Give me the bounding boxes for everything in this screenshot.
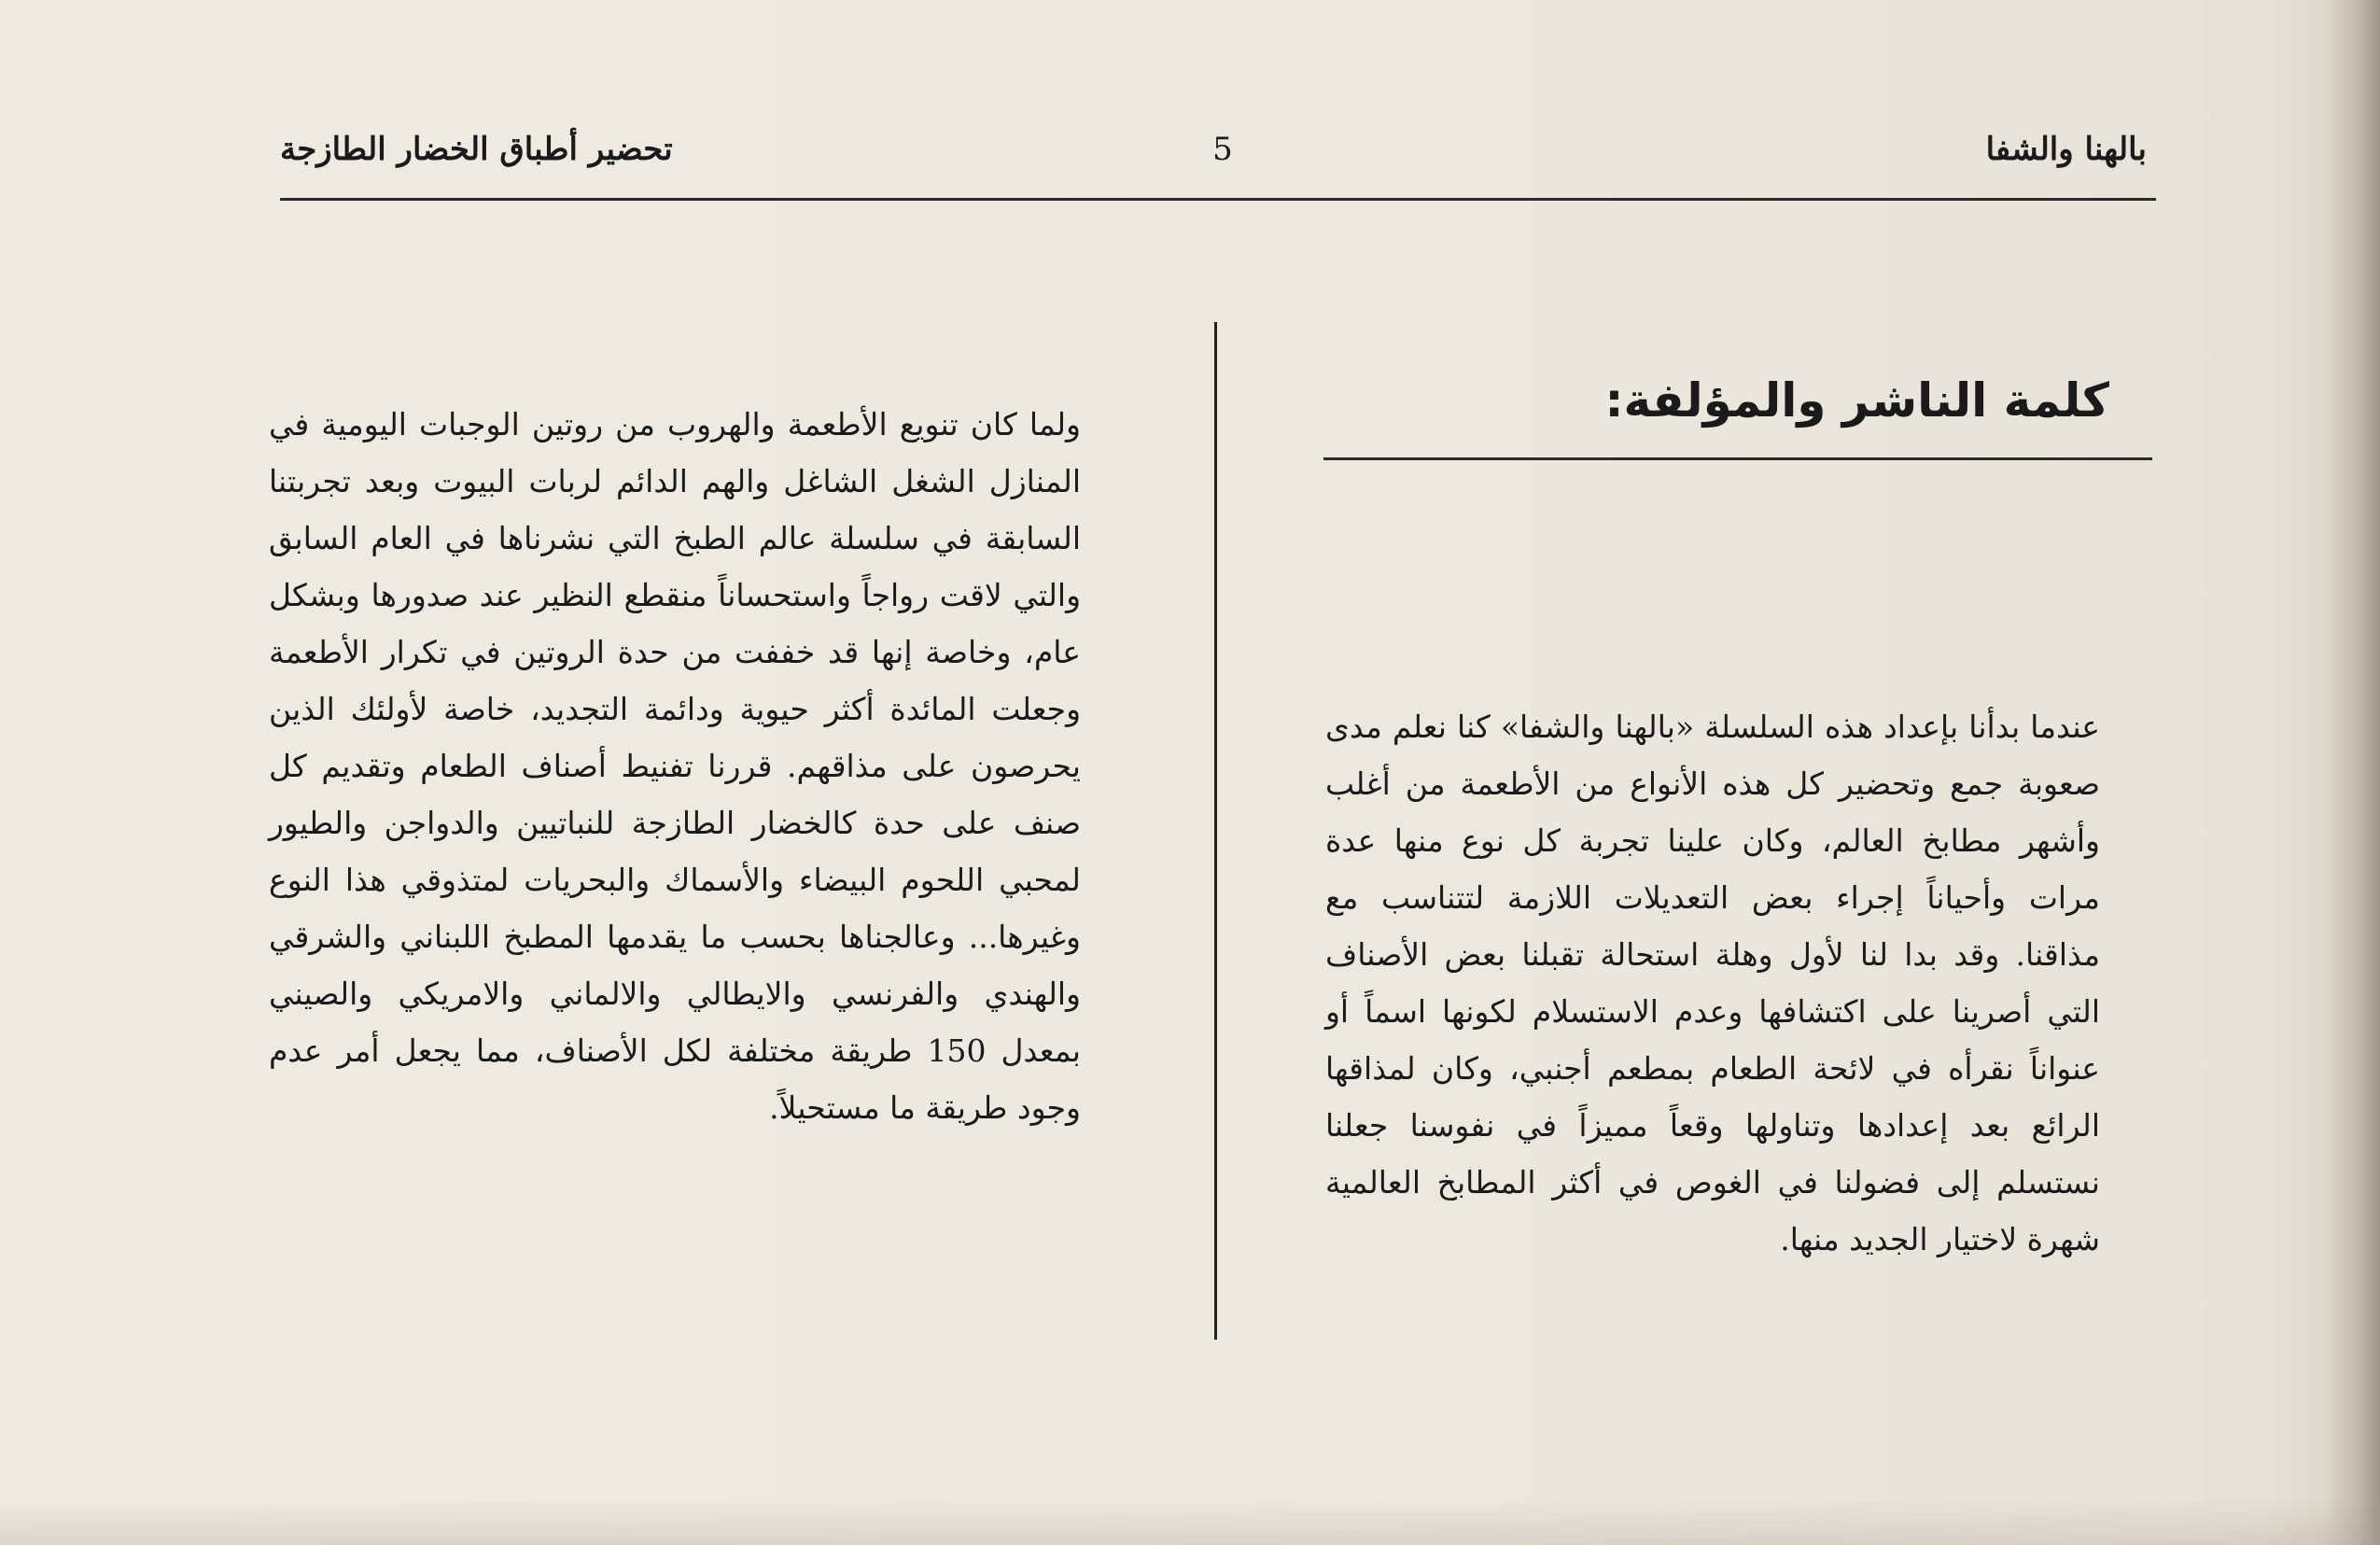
page-bottom-shadow	[0, 1498, 2380, 1545]
page-edge-shadow	[2324, 0, 2380, 1545]
header-rule	[280, 198, 2156, 201]
column-divider	[1214, 322, 1217, 1340]
heading-underline	[1323, 457, 2152, 460]
right-paragraph: عندما بدأنا بإعداد هذه السلسلة «بالهنا والشفا» كنا نعلم مدى صعوبة جمع وتحضير كل هذه الأنواع من الأطعمة من أغلب وأشهر مطابخ العالم، وكان علينا تجربة كل نوع منها عدة مرات وأحياناً إجراء بعض التعديلات اللازمة لتتناسب مع مذاقنا. وقد بدا لنا لأول وهلة استحالة تقبلنا بعض الأصناف التي أصرينا على اكتشافها وعدم الاستسلام لكونها اسماً أو عنواناً نقرأه في لائحة الطعام بمطعم أجنبي، وكان لمذاقها الرائع بعد إعدادها وتناولها وقعاً مميزاً في نفوسنا جعلنا نستسلم إلى فضولنا في الغوص في أكثر المطابخ العالمية شهرة لاختيار الجديد منها.	[1325, 709, 2100, 1257]
section-heading: كلمة الناشر والمؤلفة:	[1604, 373, 2109, 428]
left-column-body	[269, 396, 1081, 1136]
header-right-title: بالهنا والشفا	[1985, 131, 2147, 168]
page-number: 5	[1212, 131, 1233, 168]
left-paragraph: ولما كان تنويع الأطعمة والهروب من روتين الوجبات اليومية في المنازل الشغل الشاغل والهم الدائم لربات البيوت وبعد تجربتنا السابقة في سلسلة عالم الطبخ التي نشرناها في العام السابق والتي لاقت رواجاً واستحساناً منقطع النظير عند صدورها وبشكل عام، وخاصة إنها قد خففت من حدة الروتين في تكرار الأطعمة وجعلت المائدة أكثر حيوية ودائمة التجديد، خاصة لأولئك الذين يحرصون على مذاقهم. قررنا تفنيط أصناف الطعام وتقديم كل صنف على حدة كالخضار الطازجة للنباتيين والدواجن والطيور لمحبي اللحوم البيضاء والأسماك والبحريات لمتذوقي هذا النوع وغيرها... وعالجناها بحسب ما يقدمها المطبخ اللبناني والشرقي والهندي والفرنسي والايطالي والالماني والامريكي والصيني بمعدل 150 طريقة مختلفة لكل الأصناف، مما يجعل أمر عدم وجود طريقة ما مستحيلاً.	[269, 406, 1081, 1126]
right-column-body	[1325, 698, 2100, 1268]
header-left-title: تحضير أطباق الخضار الطازجة	[280, 131, 673, 168]
